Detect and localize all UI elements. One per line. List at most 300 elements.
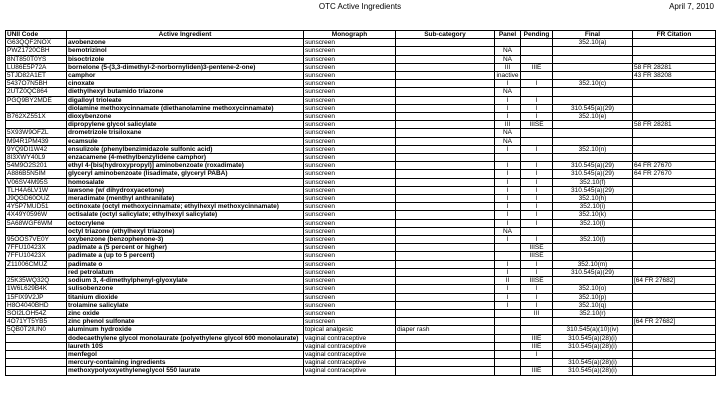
pending-cell: I <box>521 113 553 121</box>
monograph-cell: sunscreen <box>304 47 396 55</box>
final-cell: 352.10(k) <box>553 211 633 219</box>
panel-cell <box>495 326 521 334</box>
sub-category-cell <box>396 236 495 244</box>
final-cell <box>553 88 633 96</box>
unii-code-cell: 5QB0T2IUN0 <box>6 326 67 334</box>
panel-cell: I <box>495 219 521 227</box>
fr-citation-cell <box>633 219 716 227</box>
pending-cell: I <box>521 96 553 104</box>
active-ingredient-cell: lawsone (w/ dihydroxyacetone) <box>67 186 304 194</box>
panel-cell: I <box>495 268 521 276</box>
pending-cell: I <box>521 301 553 309</box>
unii-code-cell: 5437O7N5BH <box>6 80 67 88</box>
unii-code-cell: H8O4040BHD <box>6 301 67 309</box>
monograph-cell: sunscreen <box>304 309 396 317</box>
ingredients-table <box>5 30 716 376</box>
monograph-cell: sunscreen <box>304 72 396 80</box>
pending-cell: I <box>521 285 553 293</box>
pending-cell <box>521 359 553 367</box>
pending-cell: I <box>521 186 553 194</box>
monograph-cell: sunscreen <box>304 162 396 170</box>
unii-code-cell: 5X93W9OFZL <box>6 129 67 137</box>
unii-code-cell: 5A68WGF6WM <box>6 219 67 227</box>
fr-citation-cell: 58 FR 28281 <box>633 63 716 71</box>
table-row <box>6 186 716 194</box>
panel-cell: NA <box>495 55 521 63</box>
active-ingredient-cell: octisalate (octyl salicylate; ethylhexyl salicylate) <box>67 211 304 219</box>
monograph-cell: topical analgesic <box>304 326 396 334</box>
final-cell: 352.10(f) <box>553 178 633 186</box>
panel-cell: I <box>495 170 521 178</box>
active-ingredient-cell: ethyl 4-[bis(hydroxypropyl)] aminobenzoate (roxadimate) <box>67 162 304 170</box>
sub-category-cell <box>396 252 495 260</box>
page-title: OTC Active Ingredients <box>318 2 402 11</box>
final-cell: 352.10(e) <box>553 113 633 121</box>
fr-citation-cell <box>633 39 716 47</box>
final-cell <box>553 350 633 358</box>
unii-code-cell: 9YQ9DI1W42 <box>6 145 67 153</box>
panel-cell: I <box>495 145 521 153</box>
sub-category-cell <box>396 268 495 276</box>
pending-cell: I <box>521 219 553 227</box>
sub-category-cell <box>396 211 495 219</box>
monograph-cell: sunscreen <box>304 293 396 301</box>
monograph-cell: sunscreen <box>304 96 396 104</box>
panel-cell: II <box>495 277 521 285</box>
monograph-cell: sunscreen <box>304 88 396 96</box>
fr-citation-cell: [64 FR 27682] <box>633 277 716 285</box>
unii-code-cell: 8I3XWY40L9 <box>6 154 67 162</box>
sub-category-cell <box>396 72 495 80</box>
panel-cell: I <box>495 260 521 268</box>
fr-citation-cell <box>633 178 716 186</box>
unii-code-cell <box>6 334 67 342</box>
pending-cell <box>521 88 553 96</box>
monograph-cell: sunscreen <box>304 244 396 252</box>
monograph-cell: sunscreen <box>304 203 396 211</box>
fr-citation-cell <box>633 326 716 334</box>
final-cell <box>553 47 633 55</box>
pending-cell: I <box>521 178 553 186</box>
column-header-fr-citation: FR Citation <box>633 31 716 39</box>
final-cell <box>553 137 633 145</box>
unii-code-cell: 7FFU10423X <box>6 252 67 260</box>
pending-cell <box>521 72 553 80</box>
panel-cell <box>495 318 521 326</box>
sub-category-cell <box>396 178 495 186</box>
panel-cell: NA <box>495 227 521 235</box>
fr-citation-cell <box>633 244 716 252</box>
final-cell: 310.545(a)(28)(i) <box>553 342 633 350</box>
sub-category-cell <box>396 39 495 47</box>
active-ingredient-cell: padimate o <box>67 260 304 268</box>
monograph-cell: sunscreen <box>304 170 396 178</box>
monograph-cell: vaginal contraceptive <box>304 342 396 350</box>
final-cell: 352.10(a) <box>553 39 633 47</box>
active-ingredient-cell: drometrizole trisiloxane <box>67 129 304 137</box>
fr-citation-cell <box>633 227 716 235</box>
monograph-cell: vaginal contraceptive <box>304 359 396 367</box>
panel-cell <box>495 334 521 342</box>
sub-category-cell <box>396 227 495 235</box>
pending-cell: I <box>521 104 553 112</box>
sub-category-cell <box>396 260 495 268</box>
monograph-cell: sunscreen <box>304 227 396 235</box>
final-cell: 352.10(q) <box>553 301 633 309</box>
fr-citation-cell <box>633 154 716 162</box>
pending-cell: I <box>521 145 553 153</box>
active-ingredient-cell: cinoxate <box>67 80 304 88</box>
column-header-final: Final <box>553 31 633 39</box>
monograph-cell: sunscreen <box>304 219 396 227</box>
fr-citation-cell <box>633 359 716 367</box>
panel-cell: I <box>495 178 521 186</box>
monograph-cell: vaginal contraceptive <box>304 334 396 342</box>
table-row <box>6 293 716 301</box>
pending-cell <box>521 137 553 145</box>
panel-cell: NA <box>495 88 521 96</box>
sub-category-cell <box>396 309 495 317</box>
unii-code-cell: PGQ9BY2MDE <box>6 96 67 104</box>
final-cell: 352.10(n) <box>553 145 633 153</box>
pending-cell: I <box>521 162 553 170</box>
active-ingredient-cell: glyceryl aminobenzoate (lisadimate, glyceryl PABA) <box>67 170 304 178</box>
sub-category-cell <box>396 350 495 358</box>
active-ingredient-cell: padimate a (5 percent or higher) <box>67 244 304 252</box>
panel-cell: I <box>495 293 521 301</box>
pending-cell: I <box>521 293 553 301</box>
column-header-pending: Pending <box>521 31 553 39</box>
fr-citation-cell <box>633 268 716 276</box>
final-cell: 310.545(a)(29) <box>553 186 633 194</box>
active-ingredient-cell: meradimate (menthyl anthranilate) <box>67 195 304 203</box>
final-cell: 310.545(a)(29) <box>553 170 633 178</box>
active-ingredient-cell: camphor <box>67 72 304 80</box>
final-cell: 310.545(a)(28)(i) <box>553 359 633 367</box>
final-cell <box>553 129 633 137</box>
active-ingredient-cell: mercury-containing ingredients <box>67 359 304 367</box>
pending-cell: I <box>521 236 553 244</box>
panel-cell: I <box>495 211 521 219</box>
table-row <box>6 350 716 358</box>
monograph-cell: sunscreen <box>304 55 396 63</box>
sub-category-cell <box>396 367 495 375</box>
sub-category-cell <box>396 104 495 112</box>
pending-cell: I <box>521 260 553 268</box>
table-row <box>6 203 716 211</box>
fr-citation-cell <box>633 236 716 244</box>
active-ingredient-cell: sodium 3, 4-dimethylphenyl-glyoxylate <box>67 277 304 285</box>
active-ingredient-cell: sulisobenzone <box>67 285 304 293</box>
table-row <box>6 236 716 244</box>
unii-code-cell: 15FIX9V2JP <box>6 293 67 301</box>
sub-category-cell <box>396 137 495 145</box>
table-row <box>6 63 716 71</box>
unii-code-cell: SOI2LOH54Z <box>6 309 67 317</box>
sub-category-cell <box>396 47 495 55</box>
unii-code-cell: J9QGD60OUZ <box>6 195 67 203</box>
table-row <box>6 334 716 342</box>
pending-cell: I <box>521 211 553 219</box>
table-row <box>6 277 716 285</box>
active-ingredient-cell: dioxybenzone <box>67 113 304 121</box>
unii-code-cell: 95OOS7VE0Y <box>6 236 67 244</box>
monograph-cell: sunscreen <box>304 104 396 112</box>
pending-cell: I <box>521 268 553 276</box>
final-cell <box>553 63 633 71</box>
pending-cell <box>521 55 553 63</box>
active-ingredient-cell: bisoctrizole <box>67 55 304 63</box>
table-row <box>6 326 716 334</box>
pending-cell: I <box>521 170 553 178</box>
unii-code-cell <box>6 121 67 129</box>
column-header-panel: Panel <box>495 31 521 39</box>
pending-cell: IIIE <box>521 342 553 350</box>
sub-category-cell <box>396 293 495 301</box>
unii-code-cell: 25K35WQ32Q <box>6 277 67 285</box>
sub-category-cell <box>396 244 495 252</box>
active-ingredient-cell: titanium dioxide <box>67 293 304 301</box>
pending-cell: IIIE <box>521 63 553 71</box>
panel-cell <box>495 350 521 358</box>
pending-cell <box>521 39 553 47</box>
panel-cell: III <box>495 63 521 71</box>
active-ingredient-cell: avobenzone <box>67 39 304 47</box>
fr-citation-cell: [64 FR 27682] <box>633 318 716 326</box>
unii-code-cell: Z11006CMUZ <box>6 260 67 268</box>
pending-cell <box>521 129 553 137</box>
pending-cell <box>521 318 553 326</box>
monograph-cell: sunscreen <box>304 39 396 47</box>
column-header-unii: UNII Code <box>6 31 67 39</box>
unii-code-cell <box>6 367 67 375</box>
unii-code-cell: TLH4A6LV1W <box>6 186 67 194</box>
unii-code-cell <box>6 268 67 276</box>
table-row <box>6 72 716 80</box>
table-row <box>6 137 716 145</box>
table-row <box>6 178 716 186</box>
panel-cell <box>495 252 521 260</box>
final-cell: 310.545(a)(29) <box>553 162 633 170</box>
active-ingredient-cell: ensulizole (phenylbenzimidazole sulfonic acid) <box>67 145 304 153</box>
fr-citation-cell <box>633 195 716 203</box>
sub-category-cell <box>396 121 495 129</box>
fr-citation-cell: 58 FR 28281 <box>633 121 716 129</box>
unii-code-cell: B762XZ551X <box>6 113 67 121</box>
sub-category-cell <box>396 80 495 88</box>
fr-citation-cell <box>633 55 716 63</box>
fr-citation-cell <box>633 203 716 211</box>
column-header-active-ingredient: Active Ingredient <box>67 31 304 39</box>
table-row <box>6 113 716 121</box>
sub-category-cell <box>396 113 495 121</box>
table-header-row <box>6 31 716 39</box>
unii-code-cell: 5TJD82A1ET <box>6 72 67 80</box>
table-row <box>6 211 716 219</box>
final-cell: 352.10(l) <box>553 219 633 227</box>
table-row <box>6 154 716 162</box>
active-ingredient-cell: zinc oxide <box>67 309 304 317</box>
unii-code-cell <box>6 227 67 235</box>
final-cell: 310.545(a)(28)(i) <box>553 334 633 342</box>
unii-code-cell: 2UTZ0QC864 <box>6 88 67 96</box>
unii-code-cell <box>6 342 67 350</box>
final-cell <box>553 55 633 63</box>
unii-code-cell: 54M9O2S201 <box>6 162 67 170</box>
panel-cell: I <box>495 285 521 293</box>
sub-category-cell <box>396 88 495 96</box>
unii-code-cell <box>6 350 67 358</box>
final-cell: 310.545(a)(28)(i) <box>553 367 633 375</box>
unii-code-cell: 1W6L629B4K <box>6 285 67 293</box>
panel-cell: I <box>495 195 521 203</box>
unii-code-cell: G63QQF2NOX <box>6 39 67 47</box>
pending-cell: IIISE <box>521 252 553 260</box>
fr-citation-cell <box>633 342 716 350</box>
final-cell: 352.10(h) <box>553 195 633 203</box>
active-ingredient-cell: homosalate <box>67 178 304 186</box>
fr-citation-cell <box>633 145 716 153</box>
pending-cell: IIISE <box>521 121 553 129</box>
fr-citation-cell <box>633 137 716 145</box>
table-row <box>6 359 716 367</box>
table-row <box>6 39 716 47</box>
final-cell: 352.10(o) <box>553 285 633 293</box>
panel-cell: I <box>495 104 521 112</box>
table-row <box>6 96 716 104</box>
monograph-cell: sunscreen <box>304 186 396 194</box>
final-cell: 310.545(a)(29) <box>553 268 633 276</box>
monograph-cell: sunscreen <box>304 195 396 203</box>
active-ingredient-cell: red petrolatum <box>67 268 304 276</box>
table-row <box>6 80 716 88</box>
sub-category-cell <box>396 203 495 211</box>
monograph-cell: sunscreen <box>304 178 396 186</box>
unii-code-cell: 4X49Y0596W <box>6 211 67 219</box>
panel-cell: NA <box>495 47 521 55</box>
panel-cell: I <box>495 162 521 170</box>
table-row <box>6 342 716 350</box>
pending-cell <box>521 227 553 235</box>
monograph-cell: sunscreen <box>304 121 396 129</box>
pending-cell: I <box>521 203 553 211</box>
final-cell: 352.10(r) <box>553 309 633 317</box>
final-cell: 310.545(a)(10)(iv) <box>553 326 633 334</box>
final-cell: 352.10(m) <box>553 260 633 268</box>
active-ingredient-cell: trolamine salicylate <box>67 301 304 309</box>
monograph-cell: sunscreen <box>304 285 396 293</box>
table-row <box>6 268 716 276</box>
panel-cell: I <box>495 113 521 121</box>
table-row <box>6 260 716 268</box>
table-row <box>6 47 716 55</box>
final-cell <box>553 252 633 260</box>
table-row <box>6 252 716 260</box>
table-row <box>6 170 716 178</box>
fr-citation-cell: 64 FR 27670 <box>633 170 716 178</box>
sub-category-cell <box>396 359 495 367</box>
monograph-cell: sunscreen <box>304 137 396 145</box>
active-ingredient-cell: laureth 10S <box>67 342 304 350</box>
final-cell <box>553 244 633 252</box>
sub-category-cell <box>396 145 495 153</box>
unii-code-cell <box>6 359 67 367</box>
active-ingredient-cell: diethylhexyl butamido triazone <box>67 88 304 96</box>
panel-cell: inactive <box>496 72 519 80</box>
final-cell <box>553 277 633 285</box>
unii-code-cell <box>6 104 67 112</box>
sub-category-cell <box>396 186 495 194</box>
column-header-monograph: Monograph <box>304 31 396 39</box>
monograph-cell: sunscreen <box>304 318 396 326</box>
sub-category-cell <box>396 129 495 137</box>
unii-code-cell: LU86E5P72A <box>6 63 67 71</box>
monograph-cell: sunscreen <box>304 277 396 285</box>
panel-cell <box>495 342 521 350</box>
table-row <box>6 367 716 375</box>
fr-citation-cell <box>633 252 716 260</box>
fr-citation-cell <box>633 113 716 121</box>
final-cell <box>553 96 633 104</box>
unii-code-cell: 7FFU10423X <box>6 244 67 252</box>
pending-cell: IIISE <box>521 277 553 285</box>
table-row <box>6 88 716 96</box>
monograph-cell: sunscreen <box>304 301 396 309</box>
monograph-cell: sunscreen <box>304 236 396 244</box>
table-row <box>6 227 716 235</box>
fr-citation-cell <box>633 88 716 96</box>
unii-code-cell: 4O71YT5YB5 <box>6 318 67 326</box>
active-ingredient-cell: bornelone (5-(3,3-dimethyl-2-norbornyliden)3-pentene-2-one) <box>67 63 304 71</box>
fr-citation-cell <box>633 96 716 104</box>
sub-category-cell <box>396 170 495 178</box>
final-cell: 310.545(a)(29) <box>553 104 633 112</box>
unii-code-cell: 4Y5P7MUD51 <box>6 203 67 211</box>
active-ingredient-cell: octinoxate (octyl methoxycinnamate; ethylhexyl methoxycinnamate) <box>67 203 304 211</box>
panel-cell: I <box>495 236 521 244</box>
final-cell <box>553 154 633 162</box>
monograph-cell: sunscreen <box>304 260 396 268</box>
panel-cell <box>495 154 521 162</box>
panel-cell: I <box>495 203 521 211</box>
final-cell <box>553 72 633 80</box>
fr-citation-cell <box>633 293 716 301</box>
active-ingredient-cell: octyl triazone (ethylhexyl triazone) <box>67 227 304 235</box>
column-header-sub-category: Sub-category <box>396 31 495 39</box>
final-cell: 352.10(i) <box>553 203 633 211</box>
active-ingredient-cell: zinc phenol sulfonate <box>67 318 304 326</box>
panel-cell: NA <box>495 137 521 145</box>
active-ingredient-cell: digalloyl trioleate <box>67 96 304 104</box>
table-row <box>6 55 716 63</box>
monograph-cell: sunscreen <box>304 145 396 153</box>
pending-cell: IIIE <box>521 334 553 342</box>
table-row <box>6 244 716 252</box>
table-row <box>6 309 716 317</box>
panel-cell: NA <box>495 129 521 137</box>
monograph-cell: vaginal contraceptive <box>304 367 396 375</box>
fr-citation-cell: 43 FR 38208 <box>633 72 716 80</box>
fr-citation-cell <box>633 350 716 358</box>
unii-code-cell: V06SV4M95S <box>6 178 67 186</box>
sub-category-cell <box>396 96 495 104</box>
table-row <box>6 121 716 129</box>
active-ingredient-cell: oxybenzone (benzophenone-3) <box>67 236 304 244</box>
sub-category-cell <box>396 55 495 63</box>
monograph-cell: sunscreen <box>304 154 396 162</box>
active-ingredient-cell: dodecaethylene glycol monolaurate (polyethylene glycol 600 monolaurate) <box>67 334 304 342</box>
final-cell: 352.10(l) <box>553 236 633 244</box>
